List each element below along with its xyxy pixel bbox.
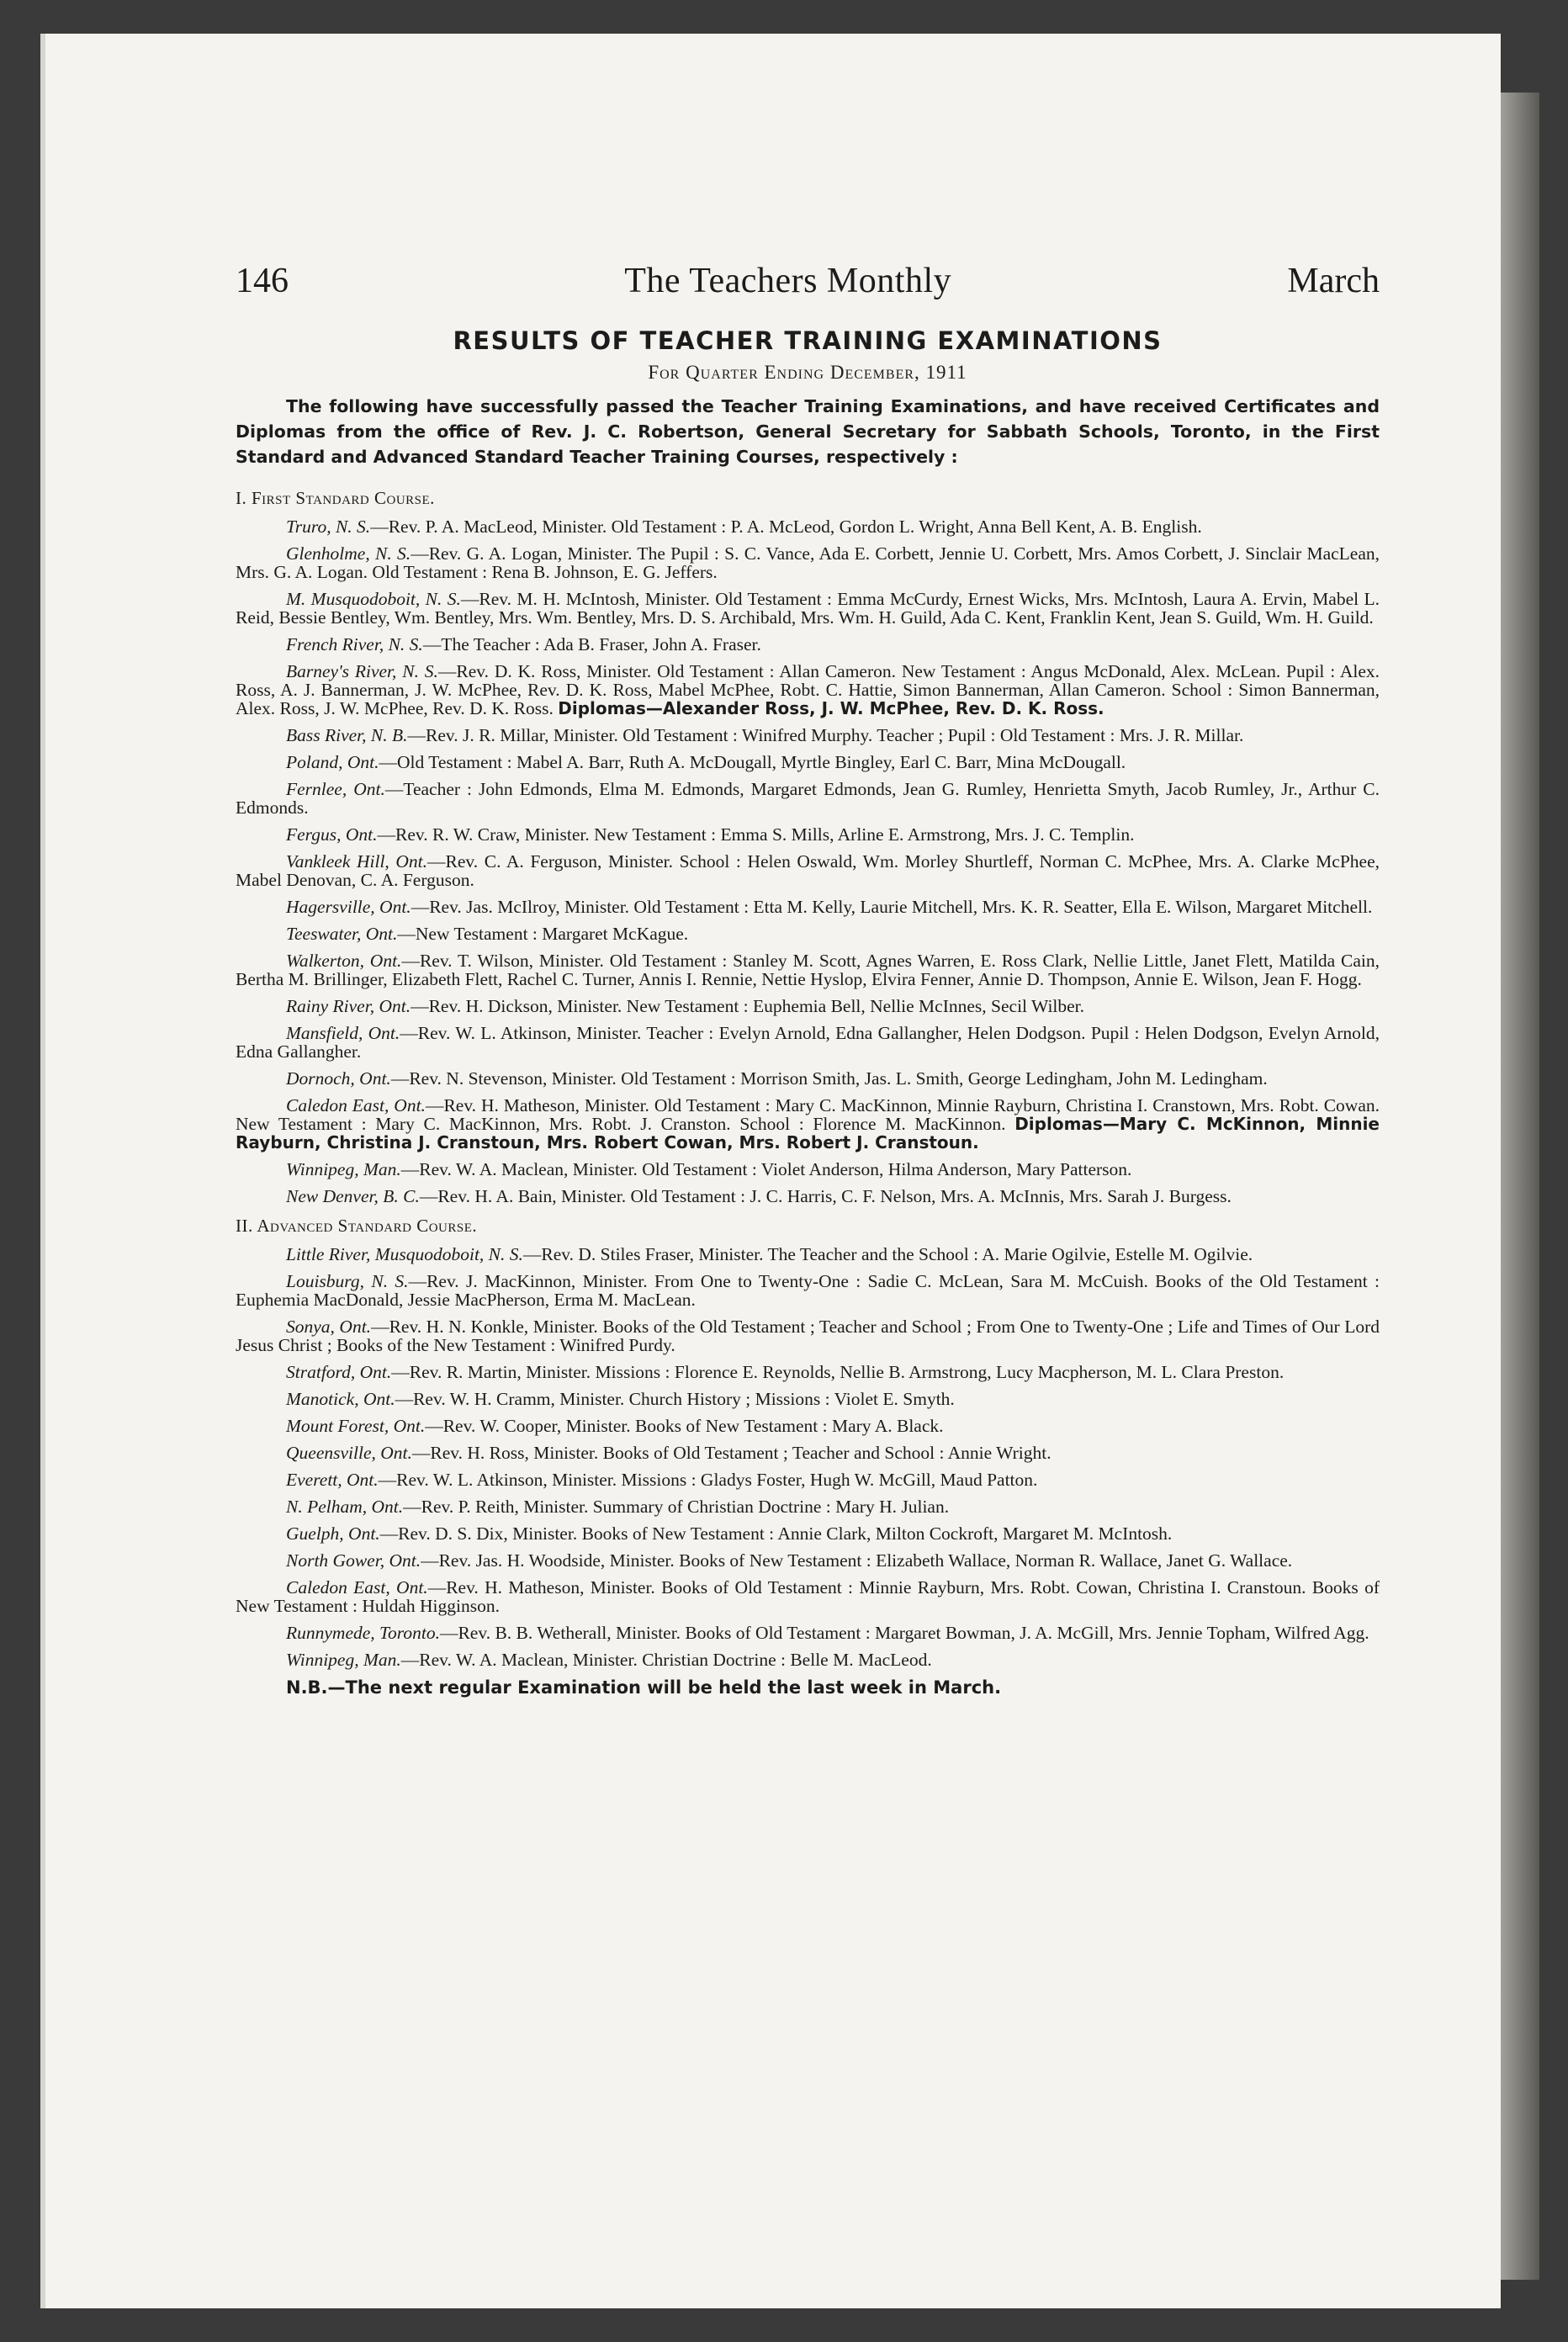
journal-title: The Teachers Monthly: [624, 262, 952, 300]
footer-note: N.B.—The next regular Examination will be held the last week in March.: [286, 1677, 1002, 1698]
entry-place: M. Musquodoboit, N. S.: [286, 589, 461, 609]
entry-place: Walkerton, Ont.: [286, 951, 402, 971]
entry-place: Vankleek Hill, Ont.: [286, 851, 428, 872]
entry-text: —Rev. H. Matheson, Minister. Books of Old Testament : Minnie Rayburn, Mrs. Robt. Cowan, Christina I. Cranstoun. Books of New Testament : Huldah Higginson.: [236, 1577, 1380, 1616]
result-entry: [236, 544, 1380, 581]
results-sections: [236, 488, 1380, 1669]
issue-month: March: [1287, 262, 1380, 300]
result-entry: [236, 1069, 1380, 1088]
result-entry: [236, 1187, 1380, 1205]
entry-text: —Rev. W. A. Maclean, Minister. Christian Doctrine : Belle M. MacLeod.: [400, 1650, 932, 1670]
entry-text: —Rev. H. A. Bain, Minister. Old Testament : J. C. Harris, C. F. Nelson, Mrs. A. McInnis, Mrs. Sarah J. Burgess.: [419, 1186, 1232, 1206]
entry-diplomas: Diplomas—Mary C. McKinnon, Minnie Rayburn, Christina J. Cranstoun, Mrs. Robert Cowan, Mrs. Robert J. Cranstoun.: [236, 1114, 1380, 1152]
result-entry: [236, 925, 1380, 943]
entry-place: Caledon East, Ont.: [286, 1095, 426, 1115]
entry-text: —Rev. M. H. McIntosh, Minister. Old Testament : Emma McCurdy, Ernest Wicks, Mrs. McIntosh, Laura A. Ervin, Mabel L. Reid, Bessie Bentley, Wm. Bentley, Mrs. Wm. Bentley, Mrs. D. S. Archibald, Mrs. Wm. H. Guild, Ada C. Kent, Franklin Kent, Jean S. Guild, Wm. H. Guild.: [236, 589, 1380, 628]
result-entry: [236, 997, 1380, 1015]
entry-place: Winnipeg, Man.: [286, 1159, 401, 1179]
entry-text: —Rev. P. A. MacLeod, Minister. Old Testament : P. A. McLeod, Gordon L. Wright, Anna Bell Kent, A. B. English.: [370, 517, 1202, 537]
entry-place: Everett, Ont.: [286, 1470, 379, 1490]
entry-place: Fernlee, Ont.: [286, 779, 385, 799]
entry-text: —Rev. Jas. H. Woodside, Minister. Books of New Testament : Elizabeth Wallace, Norman R. Wallace, Janet G. Wallace.: [421, 1550, 1293, 1571]
entry-place: Dornoch, Ont.: [286, 1068, 391, 1089]
result-entry: [236, 1096, 1380, 1152]
entry-place: Poland, Ont.: [286, 752, 379, 772]
entry-text: —New Testament : Margaret McKague.: [397, 924, 689, 944]
result-entry: [236, 1651, 1380, 1669]
result-entry: [236, 951, 1380, 988]
result-entry: [236, 1363, 1380, 1381]
entry-text: —Rev. N. Stevenson, Minister. Old Testament : Morrison Smith, Jas. L. Smith, George Ledingham, John M. Ledingham.: [390, 1068, 1268, 1089]
article-subtitle: For Quarter Ending December, 1911: [648, 362, 967, 383]
entry-text: —Old Testament : Mabel A. Barr, Ruth A. McDougall, Myrtle Bingley, Earl C. Barr, Mina McDougall.: [379, 752, 1126, 772]
result-entry: [236, 635, 1380, 654]
entry-text: —Rev. J. R. Millar, Minister. Old Testament : Winifred Murphy. Teacher ; Pupil : Old Testament : Mrs. J. R. Millar.: [407, 725, 1244, 745]
entry-text: —Rev. H. Dickson, Minister. New Testament : Euphemia Bell, Nellie McInnes, Secil Wilber.: [411, 996, 1085, 1016]
entry-text: —Rev. G. A. Logan, Minister. The Pupil : S. C. Vance, Ada E. Corbett, Jennie U. Corbett, Mrs. Amos Corbett, J. Sinclair MacLean, Mrs. G. A. Logan. Old Testament : Rena B. Johnson, E. G. Jeffers.: [236, 543, 1380, 582]
entry-place: Truro, N. S.: [286, 517, 371, 537]
entry-text: —Rev. C. A. Ferguson, Minister. School : Helen Oswald, Wm. Morley Shurtleff, Norman C. McPhee, Mrs. A. Clarke McPhee, Mabel Denovan, C. A. Ferguson.: [236, 851, 1380, 890]
page-content: [236, 261, 1380, 1698]
entry-place: Sonya, Ont.: [286, 1317, 372, 1337]
entry-diplomas: Diplomas—Alexander Ross, J. W. McPhee, Rev. D. K. Ross.: [558, 698, 1104, 718]
entry-text: —Rev. H. Ross, Minister. Books of Old Testament ; Teacher and School : Annie Wright.: [411, 1443, 1052, 1463]
entry-text: —Rev. B. B. Wetherall, Minister. Books of Old Testament : Margaret Bowman, J. A. McGill, Mrs. Jennie Topham, Wilfred Agg.: [439, 1623, 1369, 1643]
entry-place: Caledon East, Ont.: [286, 1577, 428, 1598]
result-entry: [236, 753, 1380, 771]
result-entry: [236, 1551, 1380, 1570]
entry-place: Winnipeg, Man.: [286, 1650, 401, 1670]
entry-text: —Rev. R. Martin, Minister. Missions : Florence E. Reynolds, Nellie B. Armstrong, Lucy Macpherson, M. L. Clara Preston.: [391, 1362, 1285, 1382]
entry-place: Teeswater, Ont.: [286, 924, 398, 944]
result-entry: [236, 1524, 1380, 1543]
result-entry: [236, 1390, 1380, 1408]
result-entry: [236, 1417, 1380, 1435]
result-entry: [236, 1024, 1380, 1061]
entry-place: Fergus, Ont.: [286, 824, 378, 845]
result-entry: [236, 1470, 1380, 1489]
result-entry: [236, 590, 1380, 627]
entry-text: —Rev. Jas. McIlroy, Minister. Old Testament : Etta M. Kelly, Laurie Mitchell, Mrs. K. R. Seatter, Ella E. Wilson, Margaret Mitchell.: [411, 897, 1373, 917]
entry-text: —Rev. R. W. Craw, Minister. New Testament : Emma S. Mills, Arline E. Armstrong, Mrs. J. C. Templin.: [377, 824, 1135, 845]
entry-place: Little River, Musquodoboit, N. S.: [286, 1244, 523, 1264]
entry-place: Glenholme, N. S.: [286, 543, 411, 564]
result-entry: [236, 662, 1380, 718]
entry-place: Runnymede, Toronto.: [286, 1623, 440, 1643]
entry-text: —Rev. P. Reith, Minister. Summary of Christian Doctrine : Mary H. Julian.: [403, 1497, 950, 1517]
result-entry: [236, 1160, 1380, 1179]
entry-text: —Rev. W. A. Maclean, Minister. Old Testament : Violet Anderson, Hilma Anderson, Mary Patterson.: [400, 1159, 1132, 1179]
result-entry: [236, 1272, 1380, 1309]
entry-text: —Rev. D. Stiles Fraser, Minister. The Teacher and the School : A. Marie Ogilvie, Estelle M. Ogilvie.: [522, 1244, 1253, 1264]
running-head: [236, 261, 1380, 301]
entry-place: Bass River, N. B.: [286, 725, 408, 745]
entry-text: —Rev. W. L. Atkinson, Minister. Missions : Gladys Foster, Hugh W. McGill, Maud Patton.: [378, 1470, 1038, 1490]
entry-place: Manotick, Ont.: [286, 1389, 395, 1409]
entry-place: New Denver, B. C.: [286, 1186, 420, 1206]
entry-place: N. Pelham, Ont.: [286, 1497, 404, 1517]
result-entry: [236, 1578, 1380, 1615]
entry-text: —Rev. H. N. Konkle, Minister. Books of the Old Testament ; Teacher and School ; From One to Twenty-One ; Life and Times of Our Lord Jesus Christ ; Books of the New Testament : Winifred Purdy.: [236, 1317, 1380, 1355]
entry-text: —Rev. H. Matheson, Minister. Old Testament : Mary C. MacKinnon, Minnie Rayburn, Christina I. Cranstown, Mrs. Robt. Cowan. New Testament : Mary C. MacKinnon, Mrs. Robt. J. Cranston. School : Florence M. MacKinnon.: [236, 1095, 1380, 1134]
entry-place: Queensville, Ont.: [286, 1443, 412, 1463]
result-entry: [236, 1245, 1380, 1264]
result-entry: [236, 825, 1380, 844]
result-entry: [236, 898, 1380, 916]
entry-place: Rainy River, Ont.: [286, 996, 411, 1016]
entry-text: —Rev. D. S. Dix, Minister. Books of New Testament : Annie Clark, Milton Cockroft, Margaret M. McIntosh.: [379, 1523, 1173, 1544]
article-title: RESULTS OF TEACHER TRAINING EXAMINATIONS: [453, 326, 1163, 355]
entry-place: Guelph, Ont.: [286, 1523, 380, 1544]
article-intro: The following have successfully passed the Teacher Training Examinations, and have received Certificates and Diplomas from the office of Rev. J. C. Robertson, General Secretary for Sabbath Schools, Toronto, in the First Standard and Advanced Standard Teacher Training Courses, respectively :: [236, 396, 1380, 467]
entry-text: —Rev. T. Wilson, Minister. Old Testament : Stanley M. Scott, Agnes Warren, E. Ross Clark, Nellie Little, Janet Flett, Matilda Cain, Bertha M. Brillinger, Elizabeth Flett, Rachel C. Turner, Annis I. Rennie, Nettie Hyslop, Elvira Fenner, Annie D. Thompson, Annie E. Wilson, Jean F. Hogg.: [236, 951, 1380, 989]
page-number: 146: [236, 262, 289, 300]
entry-text: —The Teacher : Ada B. Fraser, John A. Fraser.: [422, 634, 761, 654]
entry-place: Stratford, Ont.: [286, 1362, 392, 1382]
result-entry: [236, 726, 1380, 744]
entry-text: —Rev. D. K. Ross, Minister. Old Testament : Allan Cameron. New Testament : Angus McDonald, Alex. McLean. Pupil : Alex. Ross, A. J. Bannerman, J. W. McPhee, Rev. D. K. Ross, Mabel McPhee, Robt. C. Hattie, Simon Bannerman, Allan Cameron. School : Simon Bannerman, Alex. Ross, J. W. McPhee, Rev. D. K. Ross.: [236, 661, 1380, 718]
result-entry: [236, 1444, 1380, 1462]
result-entry: [236, 780, 1380, 817]
entry-text: —Rev. J. MacKinnon, Minister. From One to Twenty-One : Sadie C. McLean, Sara M. McCuish. Books of the Old Testament : Euphemia MacDonald, Jessie MacPherson, Erma M. MacLean.: [236, 1271, 1380, 1310]
result-entry: [236, 1317, 1380, 1354]
result-entry: [236, 517, 1380, 536]
result-entry: [236, 852, 1380, 889]
entry-text: —Rev. W. Cooper, Minister. Books of New Testament : Mary A. Black.: [425, 1416, 944, 1436]
entry-place: Louisburg, N. S.: [286, 1271, 409, 1291]
section-heading: II. Advanced Standard Course.: [236, 1216, 478, 1236]
entry-text: —Teacher : John Edmonds, Elma M. Edmonds, Margaret Edmonds, Jean G. Rumley, Henrietta Smyth, Jacob Rumley, Jr., Arthur C. Edmonds.: [236, 779, 1380, 818]
result-entry: [236, 1624, 1380, 1642]
section-heading: I. First Standard Course.: [236, 488, 435, 508]
result-entry: [236, 1497, 1380, 1516]
entry-place: French River, N. S.: [286, 634, 423, 654]
entry-place: North Gower, Ont.: [286, 1550, 421, 1571]
entry-place: Mansfield, Ont.: [286, 1023, 400, 1043]
entry-text: —Rev. W. L. Atkinson, Minister. Teacher : Evelyn Arnold, Edna Gallangher, Helen Dodgson. Pupil : Helen Dodgson, Evelyn Arnold, Edna Gallangher.: [236, 1023, 1380, 1062]
entry-place: Hagersville, Ont.: [286, 897, 411, 917]
entry-text: —Rev. W. H. Cramm, Minister. Church History ; Missions : Violet E. Smyth.: [395, 1389, 955, 1409]
entry-place: Mount Forest, Ont.: [286, 1416, 426, 1436]
entry-place: Barney's River, N. S.: [286, 661, 438, 681]
